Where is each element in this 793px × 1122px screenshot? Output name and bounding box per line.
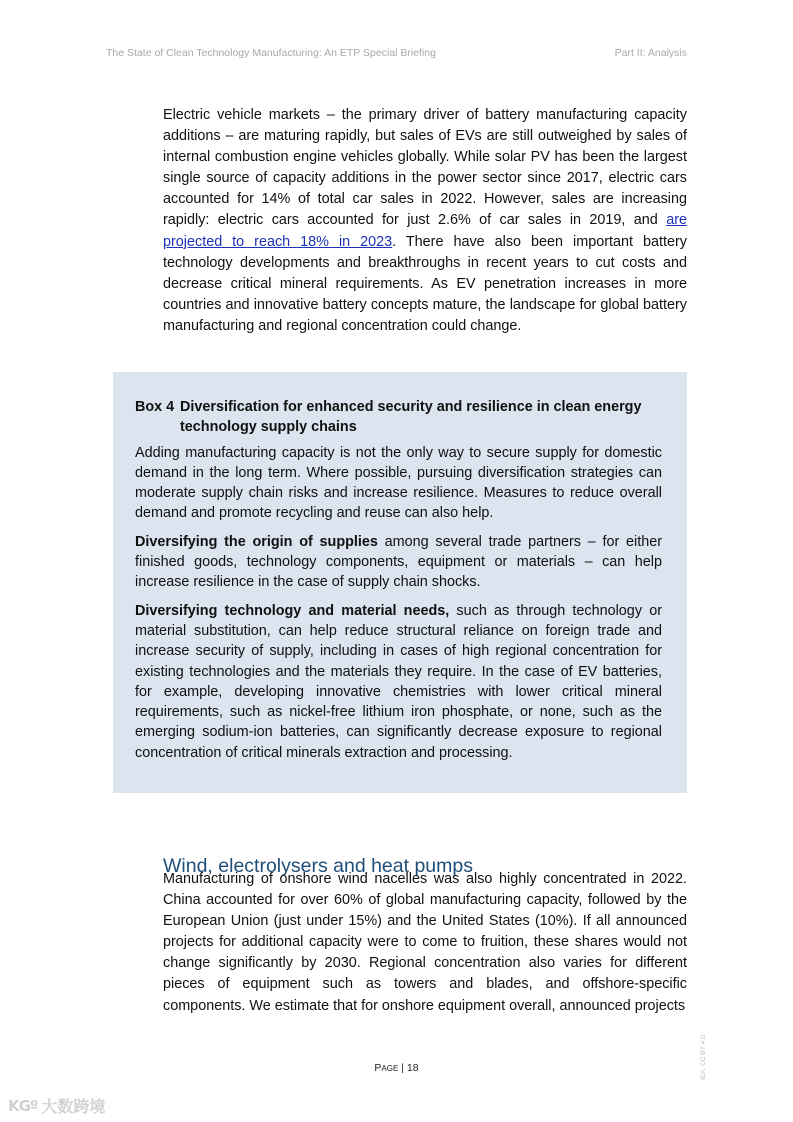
box-paragraph-3-text: such as through technology or material substitution, can help reduce structural reliance on foreign trade and increase security of supply, including in cases of high regional concentration for existing technologies and the materials they require. In the case of EV batteries, for example, developing innovative chemistries with lower critical mineral requirements, such as nickel-free lithium iron phosphate, or none, such as the emerging sodium-ion batteries, can significantly decrease exposure to regional concentration of critical minerals extraction and processing. (135, 602, 662, 761)
intro-text: Electric vehicle markets – the primary driver of battery manufacturing capacity additions – are maturing rapidly, but sales of EVs are still outweighed by sales of internal combustion engine vehicles globally. While solar PV has been the largest single source of capacity additions in the power sector since 2017, electric cars accounted for 14% of total car sales in 2022. However, sales are increasing rapidly: electric cars accounted for just 2.6% of car sales in 2019, and (163, 107, 687, 229)
page-label-initial: P (374, 1062, 382, 1074)
document-title: The State of Clean Technology Manufacturing: An ETP Special Briefing (106, 47, 436, 59)
ev-projection-link[interactable]: are projected to reach 18% in 2023 (163, 212, 687, 250)
section-heading: Wind, electrolysers and heat pumps (163, 855, 473, 878)
box-paragraph-2 (135, 532, 662, 593)
running-header (106, 47, 687, 59)
intro-paragraph (163, 105, 687, 337)
box-paragraph-2-lead: Diversifying the origin of supplies (135, 533, 378, 550)
box-paragraph-3 (135, 601, 662, 763)
page-label-rest: AGE (381, 1064, 399, 1073)
intro-text-continued: . There have also been important battery technology developments and breakthroughs in recent years to cut costs and decrease critical mineral requirements. As EV penetration increases in more countries and innovative battery concepts mature, the landscape for global battery manufacturing and regional concentration could change. (163, 233, 687, 334)
box-paragraph-2-text: among several trade partners – for either finished goods, technology components, equipment or materials – can help increase resilience in the case of supply chain shocks. (135, 533, 662, 591)
watermark-text: 大数跨境 (41, 1097, 106, 1116)
box-title (135, 397, 662, 438)
page-separator: | (398, 1062, 407, 1074)
box-number: Box 4 (135, 399, 175, 415)
box-title-text: Diversification for enhanced security and resilience in clean energy technology supply chains (180, 399, 642, 436)
box-paragraph-3-lead: Diversifying technology and material needs, (135, 602, 450, 619)
box-paragraph-1: Adding manufacturing capacity is not the only way to secure supply for domestic demand in the long term. Where possible, pursuing diversification strategies can moderate supply chain risks and increase resilience. Measures to reduce overall demand and promote recycling and reuse can also help. (135, 444, 662, 522)
watermark-logo-icon: KGº (8, 1096, 38, 1115)
page-number-value: 18 (406, 1062, 419, 1074)
page-number (0, 1062, 793, 1074)
section-label: Part II: Analysis (614, 47, 687, 59)
box-4 (113, 372, 687, 793)
watermark (8, 1094, 105, 1117)
section-paragraph: Manufacturing of onshore wind nacelles was also highly concentrated in 2022. China accounted for over 60% of global manufacturing capacity, followed by the European Union (just under 15%) and the United States (10%). If all announced projects for additional capacity were to come to fruition, these shares would not change significantly by 2030. Regional concentration also varies for different pieces of equipment such as towers and blades, and offshore-specific components. We estimate that for onshore equipment overall, announced projects (163, 871, 687, 1014)
license-notice: IEA. CC BY 4.0. (700, 1033, 707, 1080)
